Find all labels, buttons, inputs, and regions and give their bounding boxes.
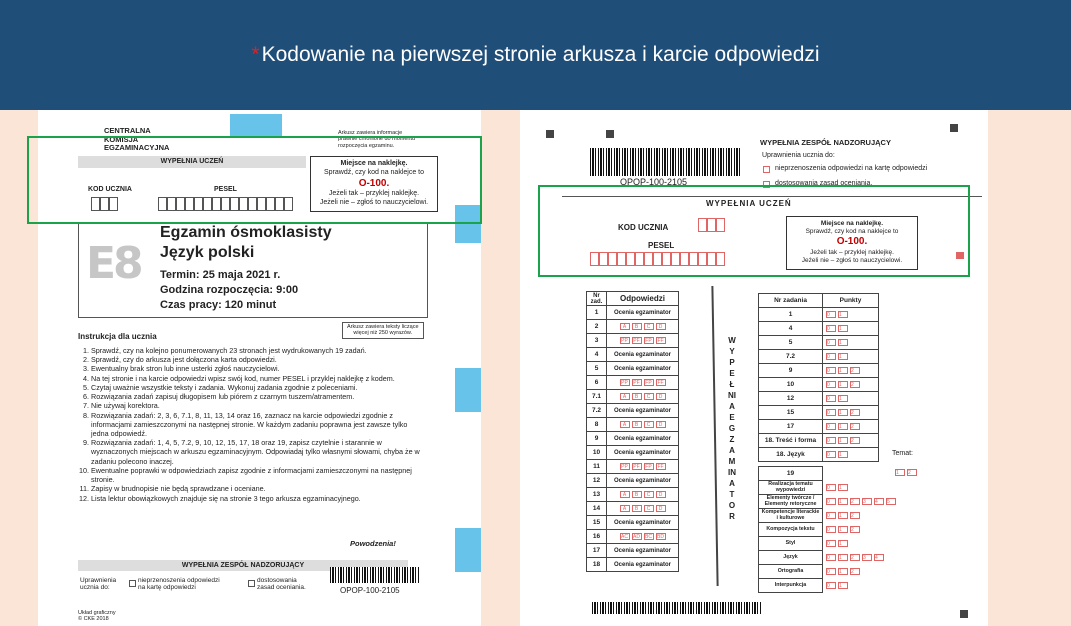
task-number: 10 xyxy=(587,446,607,460)
criterion-name: Język xyxy=(759,551,823,565)
answer-option[interactable]: FP xyxy=(645,464,652,470)
task-number: 13 xyxy=(587,488,607,502)
answer-option[interactable]: PF xyxy=(633,338,640,344)
point-option[interactable]: 1 xyxy=(838,339,848,346)
vertical-text: WYPEŁNIA EGZAMINATOR xyxy=(728,336,736,521)
highlight-right xyxy=(538,185,970,277)
slide-title: Kodowanie na pierwszej stronie arkusza i karcie odpowiedzi xyxy=(261,43,820,66)
points-cell[interactable] xyxy=(823,322,879,336)
task-number: 1 xyxy=(759,308,823,322)
point-option[interactable]: 0 xyxy=(826,451,836,458)
task-number: 15 xyxy=(759,406,823,420)
table-row xyxy=(759,434,879,448)
criterion-name: Elementy twórcze / Elementy retoryczne xyxy=(759,495,823,509)
point-option[interactable]: 2 xyxy=(850,568,860,575)
point-option[interactable]: 0 xyxy=(826,311,836,318)
exam-subject: Język polski xyxy=(160,244,255,261)
fill-student-bar: WYPEŁNIA UCZEŃ xyxy=(78,156,306,168)
point-option[interactable]: 0 xyxy=(826,554,836,561)
code-label: KOD UCZNIA xyxy=(88,186,132,193)
top-note: Arkusz zawiera informacje prawnie chronione do momentu rozpoczęcia egzaminu. xyxy=(338,130,416,149)
teal-tab xyxy=(455,528,481,572)
criterion-name: Ortografia xyxy=(759,565,823,579)
pesel-label: PESEL xyxy=(214,186,237,193)
table-row xyxy=(587,320,679,334)
points-cell[interactable] xyxy=(823,537,943,551)
corner-mark xyxy=(606,130,614,138)
answer-option[interactable]: B xyxy=(632,393,642,400)
exam-term: Termin: 25 maja 2021 r. xyxy=(160,269,281,281)
opt-adjust: dostosowania zasad oceniania. xyxy=(257,577,306,592)
answer-option[interactable]: D xyxy=(656,323,666,330)
points-cell[interactable] xyxy=(823,350,879,364)
point-option[interactable]: 1 xyxy=(838,367,848,374)
answer-option[interactable]: BD xyxy=(657,534,664,540)
point-option[interactable]: 1 xyxy=(838,512,848,519)
point-option[interactable]: 0 xyxy=(826,498,836,505)
task-number: 8 xyxy=(587,418,607,432)
point-option[interactable]: 2 xyxy=(850,437,860,444)
point-option[interactable]: 2 xyxy=(850,498,860,505)
answer-option[interactable]: B xyxy=(632,491,642,498)
corner-mark xyxy=(950,124,958,132)
point-option[interactable]: 0 xyxy=(826,339,836,346)
vertical-label xyxy=(728,335,736,522)
fill-team-label: WYPEŁNIA ZESPÓŁ NADZORUJĄCY xyxy=(760,138,891,147)
answer-cell[interactable] xyxy=(607,334,679,348)
table-row xyxy=(759,495,943,509)
answers-table xyxy=(586,291,679,572)
fill-team-bar: WYPEŁNIA ZESPÓŁ NADZORUJĄCY xyxy=(78,560,408,571)
answer-option[interactable]: PP xyxy=(621,380,628,386)
point-option[interactable]: 0 xyxy=(826,437,836,444)
answer-cell: Ocenia egzaminator xyxy=(607,516,679,530)
task-number: 10 xyxy=(759,378,823,392)
rights-label: Uprawnienia ucznia do: xyxy=(762,152,835,159)
table-row xyxy=(587,376,679,390)
task-number: 18. Treść i forma xyxy=(759,434,823,448)
sticker-area: Miejsce na naklejkę. Sprawdź, czy kod na naklejce to O-100. Jeżeli tak – przyklej naklejkę. Jeżeli nie – zgłoś to nauczycielowi. xyxy=(310,156,438,212)
point-option[interactable]: 1 xyxy=(838,409,848,416)
table-row xyxy=(759,420,879,434)
table-row xyxy=(759,537,943,551)
point-option[interactable]: 1 xyxy=(838,568,848,575)
point-option[interactable]: 1 xyxy=(838,423,848,430)
points-cell[interactable] xyxy=(823,495,943,509)
answer-option[interactable]: FP xyxy=(645,380,652,386)
answer-option[interactable]: D xyxy=(656,491,666,498)
answer-cell[interactable] xyxy=(607,390,679,404)
points-cell[interactable] xyxy=(823,364,879,378)
exam-time: Czas pracy: 120 minut xyxy=(160,299,277,311)
table-row xyxy=(759,322,879,336)
answer-cell[interactable] xyxy=(607,320,679,334)
task-number: 18. Język xyxy=(759,448,823,462)
task-number: 17 xyxy=(759,420,823,434)
table-row xyxy=(587,418,679,432)
point-option[interactable]: 0 xyxy=(826,353,836,360)
opop-code: OPOP-100-2105 xyxy=(620,177,688,187)
table-row xyxy=(587,362,679,376)
task-number: 9 xyxy=(587,432,607,446)
opop-code: OPOP-100-2105 xyxy=(340,586,400,595)
barcode-bottom xyxy=(592,602,762,614)
point-option[interactable]: 0 xyxy=(826,540,836,547)
table-row xyxy=(587,348,679,362)
answer-option[interactable]: B xyxy=(632,421,642,428)
task-number: 4 xyxy=(587,348,607,362)
answer-option[interactable]: PF xyxy=(633,380,640,386)
instr-title: Instrukcja dla ucznia xyxy=(78,332,157,341)
answer-cell: Ocenia egzaminator xyxy=(607,432,679,446)
table-row xyxy=(759,364,879,378)
answer-cell: Ocenia egzaminator xyxy=(607,348,679,362)
table-row xyxy=(587,404,679,418)
answer-option[interactable]: A xyxy=(620,393,630,400)
slide-header xyxy=(0,0,1071,110)
point-option[interactable]: 1 xyxy=(838,395,848,402)
table-row xyxy=(759,509,943,523)
points-cell[interactable] xyxy=(823,509,943,523)
task-number: 7.1 xyxy=(587,390,607,404)
task-number: 16 xyxy=(587,530,607,544)
point-option[interactable]: 2 xyxy=(850,423,860,430)
task-number: 17 xyxy=(587,544,607,558)
task-number: 6 xyxy=(587,376,607,390)
answer-cell[interactable] xyxy=(607,376,679,390)
point-option[interactable]: 0 xyxy=(826,423,836,430)
table-row xyxy=(587,474,679,488)
instructions-list: 1. Sprawdź, czy na kolejno ponumerowanych 23 stronach jest wydrukowanych 19 zadań. 2. Sprawdź, czy do arkusza jest dołączona karta odpowiedzi. 3. Ewentualny brak stron lub inne usterki zgłoś nauczycielowi. 4. Na tej stronie i na karcie odpowiedzi wpisz swój kod, numer PESEL i przyklej naklejkę z kodem. 5. Czytaj uważnie wszystkie teksty i zadania. Wykonuj zadania zgodnie z poleceniami. 6. Rozwiązania zadań zapisuj długopisem lub piórem z czarnym tuszem/atramentem. 7. Nie używaj korektora. 8. Rozwiązania zadań: 2, 3, 6, 7.1, 8, 11, 13, 14 oraz 16, zaznacz na karcie odpowiedzi zgodnie z informacjami zamieszczonymi na następnej stronie. W każdym zadaniu poprawna jest zawsze tylko jedna odpowiedź. 9. Rozwiązania zadań: 1, 4, 5, 7.2, 9, 10, 12, 15, 17, 18 oraz 19, zapisz czytelnie i starannie w wyznaczonych miejscach w arkuszu egzaminacyjnym. Odpowiadaj tylko własnymi słowami, chyba że w zadaniu polecono inaczej. 10. Ewentualne poprawki w odpowiedziach zapisz zgodnie z informacjami zamieszczonymi na następnej stronie. 11. Zapisy w brudnopisie nie będą sprawdzane i oceniane. 12. Lista lektur obowiązkowych znajduje się na stronie 3 tego arkusza egzaminacyjnego. xyxy=(80,346,420,503)
table-row xyxy=(759,350,879,364)
topic-options[interactable]: 1 2 xyxy=(894,461,918,479)
table-row xyxy=(759,579,943,593)
table-row xyxy=(759,336,879,350)
table-row xyxy=(759,448,879,462)
answer-option[interactable]: A xyxy=(620,421,630,428)
answer-option[interactable]: FF xyxy=(657,338,664,344)
answer-cell: Ocenia egzaminator xyxy=(607,404,679,418)
answer-option[interactable]: D xyxy=(656,393,666,400)
answer-cell: Ocenia egzaminator xyxy=(607,306,679,320)
table-row xyxy=(587,488,679,502)
table-row xyxy=(587,502,679,516)
exam-title: Egzamin ósmoklasisty xyxy=(160,224,332,241)
answer-cell[interactable] xyxy=(607,460,679,474)
point-option[interactable]: 0 xyxy=(826,395,836,402)
answer-option[interactable]: AD xyxy=(633,534,640,540)
table-row xyxy=(759,523,943,537)
corner-mark xyxy=(960,610,968,618)
points-cell[interactable] xyxy=(823,392,879,406)
point-option[interactable]: 0 xyxy=(826,526,836,533)
point-option[interactable]: 0 xyxy=(826,325,836,332)
criterion-name: Kompozycja tekstu xyxy=(759,523,823,537)
point-option[interactable]: 0 xyxy=(826,568,836,575)
point-option[interactable]: 1 xyxy=(838,325,848,332)
table-row xyxy=(759,378,879,392)
task-number: 1 xyxy=(587,306,607,320)
point-option[interactable]: 1 xyxy=(838,484,848,491)
answer-option[interactable]: C xyxy=(644,505,654,512)
checkbox-adjust[interactable] xyxy=(248,580,255,587)
point-option[interactable]: 0 xyxy=(826,381,836,388)
table-row xyxy=(587,334,679,348)
points-cell[interactable] xyxy=(823,523,943,537)
checkbox-transfer[interactable] xyxy=(129,580,136,587)
task-number: 7.2 xyxy=(587,404,607,418)
task-number: 4 xyxy=(759,322,823,336)
answer-option[interactable]: C xyxy=(644,491,654,498)
answer-option[interactable]: FF xyxy=(657,380,664,386)
task-number: 7.2 xyxy=(759,350,823,364)
opt-transfer: nieprzenoszenia odpowiedzi na kartę odpowiedzi xyxy=(775,165,928,172)
table-row xyxy=(759,392,879,406)
point-option[interactable]: 0 xyxy=(826,512,836,519)
good-luck: Powodzenia! xyxy=(350,539,396,548)
point-option[interactable]: 0 xyxy=(826,409,836,416)
point-option[interactable]: 4 xyxy=(874,498,884,505)
point-option[interactable]: 0 xyxy=(826,582,836,589)
point-option[interactable]: 2 xyxy=(850,554,860,561)
table-row xyxy=(759,406,879,420)
task-number: 12 xyxy=(759,392,823,406)
answer-cell[interactable] xyxy=(607,488,679,502)
answer-option[interactable]: C xyxy=(644,323,654,330)
teal-tab xyxy=(230,114,282,136)
answer-option[interactable]: D xyxy=(656,421,666,428)
task-number: 11 xyxy=(587,460,607,474)
points-cell[interactable] xyxy=(823,420,879,434)
column-divider xyxy=(711,286,718,586)
answer-option[interactable]: A xyxy=(620,323,630,330)
point-option[interactable]: 1 xyxy=(838,554,848,561)
points-cell[interactable] xyxy=(823,406,879,420)
task-number: 14 xyxy=(587,502,607,516)
point-option[interactable]: 2 xyxy=(850,381,860,388)
layout-note: Układ graficzny © CKE 2018 xyxy=(78,610,116,623)
answer-option[interactable]: A xyxy=(620,505,630,512)
answer-cell: Ocenia egzaminator xyxy=(607,362,679,376)
answer-option[interactable]: B xyxy=(632,323,642,330)
opt-transfer: nieprzenoszenia odpowiedzi na kartę odpowiedzi xyxy=(138,577,220,592)
criterion-name: Styl xyxy=(759,537,823,551)
point-option[interactable]: 2 xyxy=(850,526,860,533)
barcode xyxy=(590,148,740,176)
criterion-name: Interpunkcja xyxy=(759,579,823,593)
topic-label: Temat: xyxy=(892,450,914,457)
task-number: 9 xyxy=(759,364,823,378)
sticker-area: Miejsce na naklejkę. Sprawdź, czy kod na naklejce to O-100. Jeżeli tak – przyklej naklejkę. Jeżeli nie – zgłoś to nauczycielowi. xyxy=(786,216,918,270)
fill-student-label: WYPEŁNIA UCZEŃ xyxy=(706,199,792,208)
points-cell[interactable] xyxy=(823,434,879,448)
points-cell[interactable] xyxy=(823,378,879,392)
table-row xyxy=(587,558,679,572)
answer-cell: Ocenia egzaminator xyxy=(607,474,679,488)
task-number: 5 xyxy=(587,362,607,376)
table-row xyxy=(587,446,679,460)
opt-adjust: dostosowania zasad oceniania. xyxy=(775,180,873,187)
e8-logo: E8 xyxy=(86,238,141,289)
answer-cell: Ocenia egzaminator xyxy=(607,558,679,572)
points-cell[interactable] xyxy=(823,308,879,322)
point-option[interactable]: 5 xyxy=(886,498,896,505)
point-option[interactable]: 0 xyxy=(826,484,836,491)
task-number: 18 xyxy=(587,558,607,572)
col-header: Nr zadania xyxy=(759,294,823,308)
col-header: Punkty xyxy=(823,294,879,308)
corner-mark xyxy=(546,130,554,138)
answer-option[interactable]: AC xyxy=(621,534,628,540)
rights-label: Uprawnienia ucznia do: xyxy=(80,577,117,592)
point-option[interactable]: 3 xyxy=(862,498,872,505)
pesel-label: PESEL xyxy=(648,241,675,250)
task-number: 3 xyxy=(587,334,607,348)
answer-option[interactable]: D xyxy=(656,505,666,512)
answer-cell[interactable] xyxy=(607,418,679,432)
col-header: Odpowiedzi xyxy=(607,292,679,306)
points-cell[interactable] xyxy=(823,551,943,565)
criterion-name: Realizacja tematu wypowiedzi xyxy=(759,481,823,495)
answer-option[interactable]: C xyxy=(644,393,654,400)
points-table xyxy=(758,293,879,462)
barcode xyxy=(330,567,420,583)
answer-option[interactable]: PP xyxy=(621,338,628,344)
point-option[interactable]: 1 xyxy=(838,451,848,458)
task-number: 2 xyxy=(587,320,607,334)
task-number: 15 xyxy=(587,516,607,530)
answer-cell: Ocenia egzaminator xyxy=(607,544,679,558)
points-cell[interactable] xyxy=(823,448,879,462)
point-option[interactable]: 2 xyxy=(850,409,860,416)
point-option[interactable]: 1 xyxy=(838,582,848,589)
task-number: 5 xyxy=(759,336,823,350)
task-number: 12 xyxy=(587,474,607,488)
table-row xyxy=(587,432,679,446)
asterisk: * xyxy=(251,43,260,66)
code-label: KOD UCZNIA xyxy=(618,223,669,232)
exam-start: Godzina rozpoczęcia: 9:00 xyxy=(160,284,299,296)
answer-option[interactable]: FP xyxy=(645,338,652,344)
col-header: Nr zad. xyxy=(587,292,607,306)
point-option[interactable]: 1 xyxy=(838,311,848,318)
answer-option[interactable]: C xyxy=(644,421,654,428)
table-row xyxy=(587,390,679,404)
point-option[interactable]: 2 xyxy=(850,367,860,374)
answer-option[interactable]: B xyxy=(632,505,642,512)
points-cell[interactable] xyxy=(823,481,943,495)
point-option[interactable]: 4 xyxy=(874,554,884,561)
point-option[interactable]: 0 xyxy=(826,367,836,374)
answer-cell[interactable] xyxy=(607,530,679,544)
table-row xyxy=(759,551,943,565)
table-row xyxy=(587,530,679,544)
answer-option[interactable]: PF xyxy=(633,464,640,470)
point-option[interactable]: 1 xyxy=(838,526,848,533)
point-option[interactable]: 3 xyxy=(862,554,872,561)
points-cell[interactable] xyxy=(823,579,943,593)
table-row xyxy=(587,460,679,474)
table-row xyxy=(587,516,679,530)
answer-option[interactable]: BC xyxy=(645,534,652,540)
points-cell[interactable] xyxy=(823,565,943,579)
point-option[interactable]: 1 xyxy=(838,498,848,505)
point-option[interactable]: 1 xyxy=(838,353,848,360)
table-row xyxy=(587,544,679,558)
org-name: CENTRALNA KOMISJA EGZAMINACYJNA xyxy=(104,126,170,153)
answer-cell: Ocenia egzaminator xyxy=(607,446,679,460)
criterion-name: Kompetencje literackie i kulturowe xyxy=(759,509,823,523)
answer-option[interactable]: FF xyxy=(657,464,664,470)
checkbox-transfer[interactable] xyxy=(763,166,770,173)
answer-option[interactable]: A xyxy=(620,491,630,498)
point-option[interactable]: 1 xyxy=(838,540,848,547)
point-option[interactable]: 2 xyxy=(850,512,860,519)
table-row xyxy=(759,565,943,579)
point-option[interactable]: 1 xyxy=(838,437,848,444)
highlight-left xyxy=(27,136,482,224)
criteria-table xyxy=(758,466,943,593)
table-row xyxy=(587,306,679,320)
texts-note: Arkusz zawiera teksty liczące więcej niż 250 wyrazów. xyxy=(342,322,424,339)
table-row xyxy=(759,308,879,322)
q19-label: 19 xyxy=(759,467,823,481)
teal-tab xyxy=(455,368,481,412)
table-row xyxy=(759,481,943,495)
points-cell[interactable] xyxy=(823,336,879,350)
answer-option[interactable]: PP xyxy=(621,464,628,470)
point-option[interactable]: 1 xyxy=(838,381,848,388)
answer-cell[interactable] xyxy=(607,502,679,516)
